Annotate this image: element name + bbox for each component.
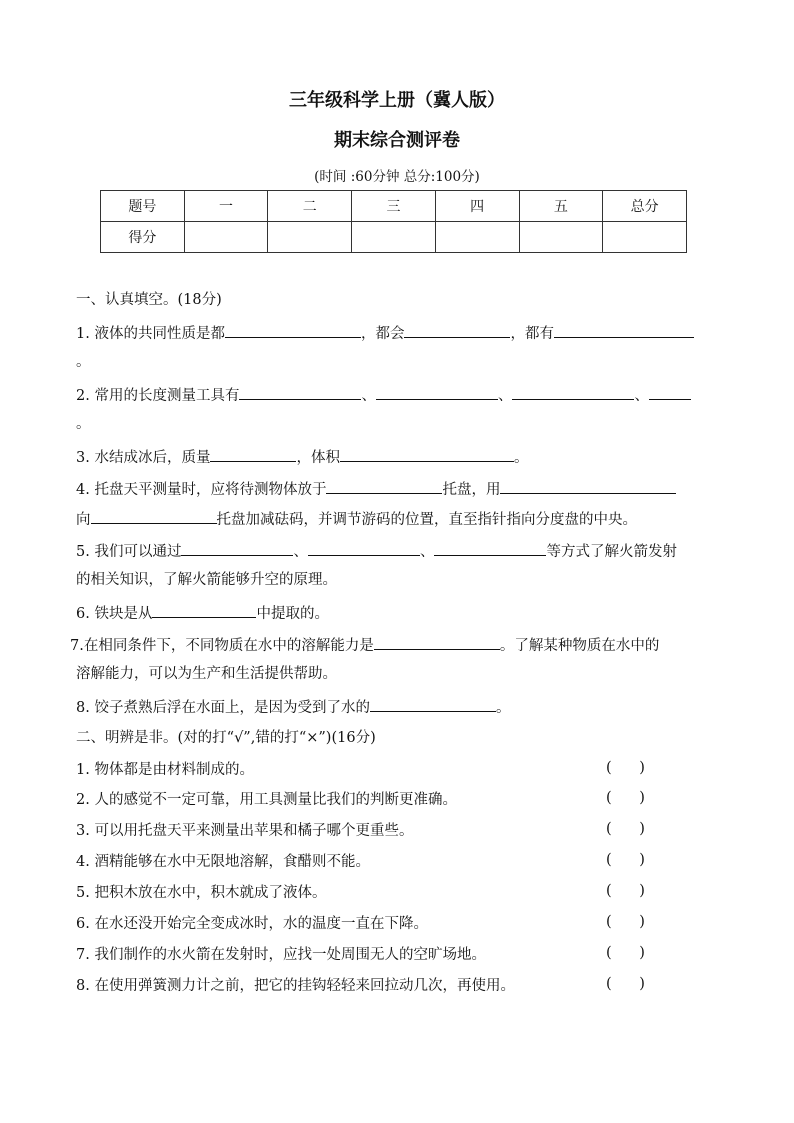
question-4 — [76, 478, 676, 500]
exam-title: 三年级科学上册（冀人版） — [289, 90, 505, 111]
question-text: 向 — [76, 512, 91, 528]
score-table-header-row — [101, 191, 687, 222]
question-text: 。 — [513, 450, 529, 466]
answer-blank[interactable] — [239, 384, 361, 400]
question-1-end: 。 — [76, 354, 91, 370]
answer-blank[interactable] — [91, 508, 217, 524]
score-input-cell[interactable] — [435, 222, 519, 253]
score-table-cell: 总分 — [603, 191, 687, 222]
answer-blank[interactable] — [326, 478, 442, 494]
question-text: 2. 常用的长度测量工具有 — [76, 388, 240, 404]
answer-parentheses[interactable]: ( ) — [606, 821, 645, 837]
answer-blank[interactable] — [434, 540, 546, 556]
answer-blank[interactable] — [370, 696, 496, 712]
judge-item-8: 8. 在使用弹簧测力计之前，把它的挂钩轻轻来回拉动几次，再使用。 — [76, 978, 515, 994]
score-table-cell: 二 — [268, 191, 352, 222]
question-text: 托盘加减砝码，并调节游码的位置，直至指针指向分度盘的中央。 — [216, 512, 637, 528]
answer-blank[interactable] — [340, 446, 514, 462]
answer-blank[interactable] — [649, 384, 691, 400]
score-table-cell: 一 — [184, 191, 268, 222]
answer-parentheses[interactable]: ( ) — [606, 790, 645, 806]
question-text: 8. 饺子煮熟后浮在水面上，是因为受到了水的 — [76, 700, 370, 716]
score-table-cell: 四 — [435, 191, 519, 222]
question-7-cont: 溶解能力，可以为生产和生活提供帮助。 — [76, 666, 337, 682]
section2-heading: 二、明辨是非。(对的打“√”,错的打“×”)(16分) — [76, 730, 376, 746]
judge-item-4: 4. 酒精能够在水中无限地溶解，食醋则不能。 — [76, 854, 370, 870]
question-text: 托盘，用 — [442, 482, 501, 498]
question-text: ，体积 — [296, 450, 340, 466]
score-table-cell: 五 — [519, 191, 603, 222]
separator: 、 — [419, 544, 435, 560]
answer-blank[interactable] — [152, 602, 256, 618]
score-input-cell[interactable] — [184, 222, 268, 253]
question-text: 。 — [495, 700, 511, 716]
separator: 、 — [634, 388, 649, 404]
score-input-cell[interactable] — [268, 222, 352, 253]
score-input-cell[interactable] — [603, 222, 687, 253]
answer-blank[interactable] — [210, 446, 296, 462]
question-text: 4. 托盘天平测量时，应将待测物体放于 — [76, 482, 327, 498]
judge-item-5: 5. 把积木放在水中，积木就成了液体。 — [76, 885, 327, 901]
judge-item-3: 3. 可以用托盘天平来测量出苹果和橘子哪个更重些。 — [76, 823, 414, 839]
answer-blank[interactable] — [225, 322, 361, 338]
question-text: 。了解某种物质在水中的 — [499, 638, 660, 654]
score-table — [100, 190, 687, 253]
question-6 — [76, 602, 329, 624]
answer-parentheses[interactable]: ( ) — [606, 945, 645, 961]
question-8 — [76, 696, 510, 718]
question-text: ，都有 — [510, 326, 554, 342]
score-table-cell: 得分 — [101, 222, 185, 253]
score-input-cell[interactable] — [519, 222, 603, 253]
separator: 、 — [361, 388, 376, 404]
question-5-cont: 的相关知识，了解火箭能够升空的原理。 — [76, 572, 337, 588]
answer-blank[interactable] — [512, 384, 634, 400]
question-text: 6. 铁块是从 — [76, 606, 153, 622]
answer-parentheses[interactable]: ( ) — [606, 760, 645, 776]
question-2 — [76, 384, 691, 406]
answer-blank[interactable] — [554, 322, 694, 338]
answer-blank[interactable] — [404, 322, 510, 338]
question-text: 等方式了解火箭发射 — [546, 544, 677, 560]
question-2-end: 。 — [76, 416, 91, 432]
judge-item-6: 6. 在水还没开始完全变成冰时，水的温度一直在下降。 — [76, 916, 428, 932]
question-text: 1. 液体的共同性质是都 — [76, 326, 225, 342]
score-table-cell: 三 — [352, 191, 436, 222]
answer-parentheses[interactable]: ( ) — [606, 883, 645, 899]
answer-blank[interactable] — [374, 634, 500, 650]
judge-item-2: 2. 人的感觉不一定可靠，用工具测量比我们的判断更准确。 — [76, 792, 457, 808]
question-text: 7.在相同条件下，不同物质在水中的溶解能力是 — [70, 638, 374, 654]
question-text: 3. 水结成冰后，质量 — [76, 450, 211, 466]
exam-subtitle: 期末综合测评卷 — [334, 130, 460, 151]
question-text: ，都会 — [360, 326, 405, 342]
score-table-score-row — [101, 222, 687, 253]
exam-time-score-info: (时间 :60分钟 总分:100分) — [314, 169, 480, 185]
section1-heading: 一、认真填空。(18分) — [76, 292, 222, 308]
judge-item-7: 7. 我们制作的水火箭在发射时，应找一处周围无人的空旷场地。 — [76, 947, 486, 963]
separator: 、 — [497, 388, 513, 404]
question-3 — [76, 446, 528, 468]
question-text: 5. 我们可以通过 — [76, 544, 182, 560]
answer-parentheses[interactable]: ( ) — [606, 976, 645, 992]
question-5 — [76, 540, 677, 562]
separator: 、 — [293, 544, 308, 560]
question-text: 中提取的。 — [256, 606, 329, 622]
score-input-cell[interactable] — [352, 222, 436, 253]
score-table-cell: 题号 — [101, 191, 185, 222]
answer-blank[interactable] — [500, 478, 676, 494]
answer-blank[interactable] — [376, 384, 498, 400]
answer-parentheses[interactable]: ( ) — [606, 852, 645, 868]
question-7 — [70, 634, 659, 656]
answer-parentheses[interactable]: ( ) — [606, 914, 645, 930]
answer-blank[interactable] — [308, 540, 420, 556]
judge-item-1: 1. 物体都是由材料制成的。 — [76, 762, 254, 778]
question-1 — [76, 322, 694, 344]
answer-blank[interactable] — [181, 540, 293, 556]
question-4-cont — [76, 508, 637, 530]
